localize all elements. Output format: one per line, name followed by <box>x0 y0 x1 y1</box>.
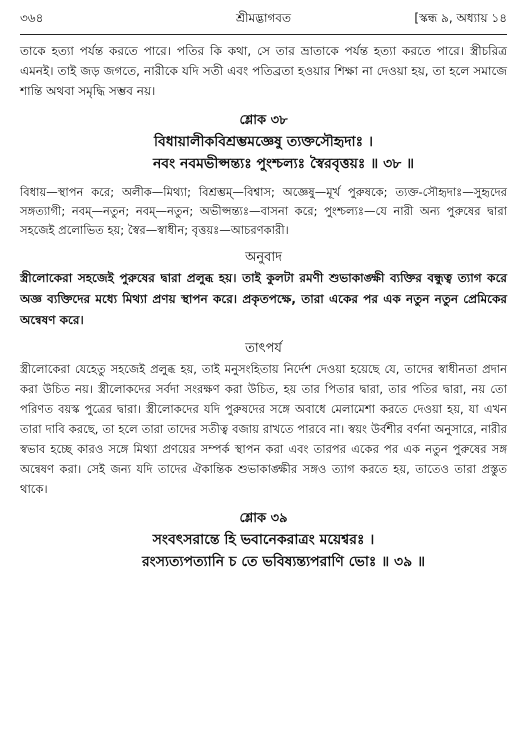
sloka-38-line-1: বিধায়ালীকবিশ্রম্ভমজ্ঞেষু ত্যক্তসৌহৃদাঃ । <box>154 134 373 150</box>
chapter-reference: [স্কন্ধ ৯, অধ্যায় ১৪ <box>414 11 507 25</box>
word-meanings: বিধায়—স্থাপন করে; অলীক—মিথ্যা; বিশ্রম্ভম্—বিশ্বাস; অজ্ঞেষু—মূর্খ পুরুষকে; ত্যক্ত-সৌহৃদাঃ—সুহৃদের সঙ্গত্যাগী; নবম্—নতুন; নবম্—নতুন; অভীপ্সন্ত্যঃ—বাসনা করে; পুংশ্চল্যঃ—যে নারী অন্য পুরুষের দ্বারা সহজেই প্রলোভিত হয়; স্বৈর—স্বাধীন; বৃত্তয়ঃ—আচরণকারী। <box>20 185 507 237</box>
purport-text: স্ত্রীলোকেরা যেহেতু সহজেই প্রলুব্ধ হয়, তাই মনুসংহিতায় নির্দেশ দেওয়া হয়েছে যে, তাদের স্বাধীনতা প্রদান করা উচিত নয়। স্ত্রীলোকদের সর্বদা সংরক্ষণ করা উচিত, হয় তার পিতার দ্বারা, তার পতির দ্বারা, নয় তো পরিণত বয়স্ক পুত্রের দ্বারা। স্ত্রীলোকদের যদি পুরুষদের সঙ্গে অবাধে মেলামেশা করতে দেওয়া হয়, যা এখন তারা দাবি করছে, তা হলে তারা তাদের সতীত্ব বজায় রাখতে পারবে না। স্বয়ং উর্বশীর বর্ণনা অনুসারে, নারীর স্বভাব হচ্ছে কারও সঙ্গে মিথ্যা প্রণয়ের সম্পর্ক স্থাপন করা এবং তারপর একের পর এক নতুন পুরুষের সঙ্গ অন্বেষণ করা। সেই জন্য যদি তাদের ঐকান্তিক শুভাকাঙ্ক্ষীর সঙ্গও ত্যাগ করতে হয়, তাতেও তারা প্রস্তুত থাকে। <box>20 362 507 496</box>
sloka-39-line-1: সংবৎসরান্তে হি ভবানেকরাত্রং ময়েশ্বরঃ । <box>152 532 375 548</box>
translation-heading: অনুবাদ <box>245 250 282 265</box>
sloka-38-line-2: নবং নবমভীপ্সন্ত্যঃ পুংশ্চল্যঃ স্বৈরবৃত্তয়ঃ ॥ ৩৮ ॥ <box>152 156 415 172</box>
book-title: শ্রীমদ্ভাগবত <box>235 11 291 25</box>
header-divider <box>20 34 507 35</box>
intro-paragraph: তাকে হত্যা পর্যন্ত করতে পারে। পতির কি কথা, সে তার ভ্রাতাকে পর্যন্ত হত্যা করতে পারে। স্ত্রীচরিত্র এমনই। তাই জড় জগতে, নারীকে যদি সতী এবং পতিব্রতা হওয়ার শিক্ষা না দেওয়া হয়, তা হলে সমাজে শান্তি অথবা সমৃদ্ধি সম্ভব নয়। <box>20 44 507 98</box>
running-header <box>20 10 507 32</box>
page-number: ৩৬৪ <box>20 11 44 25</box>
sloka-38-heading: শ্লোক ৩৮ <box>239 113 288 128</box>
sloka-39-heading: শ্লোক ৩৯ <box>239 511 288 526</box>
sloka-39-line-2: রংস্যত্যপত্যানি চ তে ভবিষ্যন্ত্যপরাণি ভোঃ ॥ ৩৯ ॥ <box>141 554 426 570</box>
purport-heading: তাৎপর্য <box>245 341 282 356</box>
translation-text: স্ত্রীলোকেরা সহজেই পুরুষের দ্বারা প্রলুব্ধ হয়। তাই কুলটা রমণী শুভাকাঙ্ক্ষী ব্যক্তির বন্ধুত্ব ত্যাগ করে অজ্ঞ ব্যক্তিদের মধ্যে মিথ্যা প্রণয় স্থাপন করে। প্রকৃতপক্ষে, তারা একের পর এক নতুন নতুন প্রেমিকের অন্বেষণ করে। <box>20 271 507 327</box>
